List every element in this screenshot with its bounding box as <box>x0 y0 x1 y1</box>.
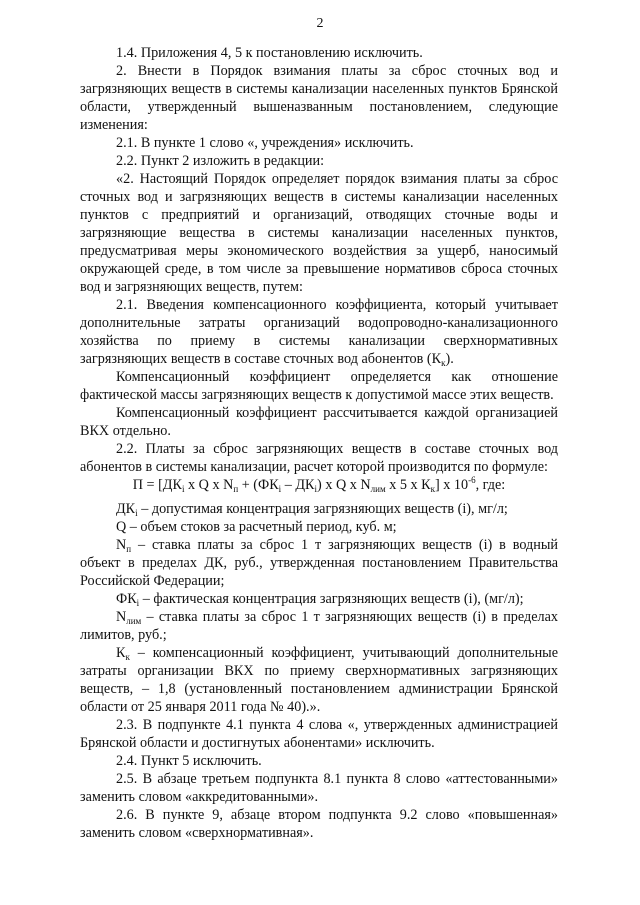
page-number: 2 <box>316 16 324 31</box>
subscript: к <box>441 358 446 368</box>
formula-subscript: п <box>233 484 239 494</box>
definition-text: – допустимая концентрация загрязняющих веществ (i), мг/л; <box>137 501 508 517</box>
definition-fk <box>80 590 558 608</box>
paragraph-2-4: 2.4. Пункт 5 исключить. <box>116 753 262 769</box>
symbol-subscript: i <box>135 508 138 518</box>
symbol: N <box>116 609 127 625</box>
paragraph-coefficient-definition: Компенсационный коэффициент определяется как отношение фактической массы загрязняющих веществ к допустимой массе этих веществ. <box>80 369 558 403</box>
definition-nlim <box>80 608 558 644</box>
paragraph-quoted-2-1 <box>80 296 558 368</box>
definition-text: – компенсационный коэффициент, учитывающий дополнительные затраты организации ВКХ по приему сверхнормативных загрязняющих веществ, – 1,8 (установленный постановлением администрации Брянской области от 25 января 2011 года № 40).». <box>80 645 558 715</box>
paragraph-2-6: 2.6. В пункте 9, абзаце втором подпункта 9.2 слово «повышенная» заменить словом «сверхнормативная». <box>80 807 558 841</box>
formula-part: ] x 10 <box>434 477 469 493</box>
formula-part: x 5 x К <box>385 477 431 493</box>
paragraph-2: 2. Внести в Порядок взимания платы за сброс сточных вод и загрязняющих веществ в системы канализации населенных пунктов Брянской области, утвержденный вышеназванным постановлением, следующие изменения: <box>80 63 558 133</box>
formula-part: x Q x N <box>184 477 234 493</box>
formula-subscript: i <box>181 484 185 494</box>
symbol: ФК <box>116 591 137 607</box>
formula-subscript: лим <box>370 484 386 494</box>
paragraph-quoted-2-2: 2.2. Платы за сброс загрязняющих веществ в составе сточных вод абонентов в системы канализации, расчет которой производится по формуле: <box>80 441 558 475</box>
symbol: N <box>116 537 127 553</box>
paragraph-2-1: 2.1. В пункте 1 слово «, учреждения» исключить. <box>116 135 414 151</box>
definition-np <box>80 536 558 590</box>
definition-text: – ставка платы за сброс 1 т загрязняющих веществ (i) в водный объект в пределах ДК, руб., утвержденная постановлением Правительства Российской Федерации; <box>80 537 558 589</box>
formula-superscript: -6 <box>468 475 476 485</box>
definition-text: – ставка платы за сброс 1 т загрязняющих веществ (i) в пределах лимитов, руб.; <box>80 609 558 643</box>
formula-subscript: i <box>314 484 318 494</box>
formula-part: , где: <box>475 477 506 493</box>
formula-subscript: i <box>278 484 282 494</box>
text: ). <box>445 351 454 367</box>
symbol-subscript: лим <box>126 616 142 626</box>
paragraph-2-5: 2.5. В абзаце третьем подпункта 8.1 пункта 8 слово «аттестованными» заменить словом «аккредитованными». <box>80 771 558 805</box>
formula-part: + (ФК <box>238 477 279 493</box>
fee-formula <box>80 476 558 494</box>
paragraph-2-2: 2.2. Пункт 2 изложить в редакции: <box>116 153 325 169</box>
symbol-subscript: п <box>126 544 132 554</box>
formula-part: ) x Q x N <box>317 477 371 493</box>
formula-part: – ДК <box>281 477 315 493</box>
document-body <box>80 44 558 842</box>
text: 2.1. Введения компенсационного коэффициента, который учитывает дополнительные затраты организаций водопроводно-канализационного хозяйства по приему в системы канализации сверхнормативных загрязняющих веществ в составе сточных вод абонентов (К <box>80 297 558 367</box>
symbol: К <box>116 645 126 661</box>
paragraph-coefficient-calculation: Компенсационный коэффициент рассчитывается каждой организацией ВКХ отдельно. <box>80 405 558 439</box>
definition-text: – фактическая концентрация загрязняющих веществ (i), (мг/л); <box>139 591 524 607</box>
definition-kk <box>80 644 558 716</box>
symbol-subscript: i <box>136 598 140 608</box>
formula-subscript: к <box>430 484 435 494</box>
paragraph-quoted-2: «2. Настоящий Порядок определяет порядок взимания платы за сброс сточных вод и загрязняющих веществ в системы канализации населенных пунктов с предприятий и организаций, отводящих сточные воды и загрязняющие вещества в системы канализации населенных пунктов, предусматривая меры экономического воздействия за ущерб, наносимый окружающей среде, в том числе за превышение нормативов сброса сточных вод и загрязняющих веществ, путем: <box>80 171 558 295</box>
definition-dk <box>80 500 558 518</box>
symbol-subscript: к <box>125 652 130 662</box>
formula-part: П = [ДК <box>132 477 182 493</box>
paragraph-2-3: 2.3. В подпункте 4.1 пункта 4 слова «, утвержденных администрацией Брянской области и достигнутых абонентами» исключить. <box>80 717 558 751</box>
definition-q: Q – объем стоков за расчетный период, куб. м; <box>116 519 397 535</box>
symbol: ДК <box>116 501 136 517</box>
paragraph-1-4: 1.4. Приложения 4, 5 к постановлению исключить. <box>116 45 423 61</box>
